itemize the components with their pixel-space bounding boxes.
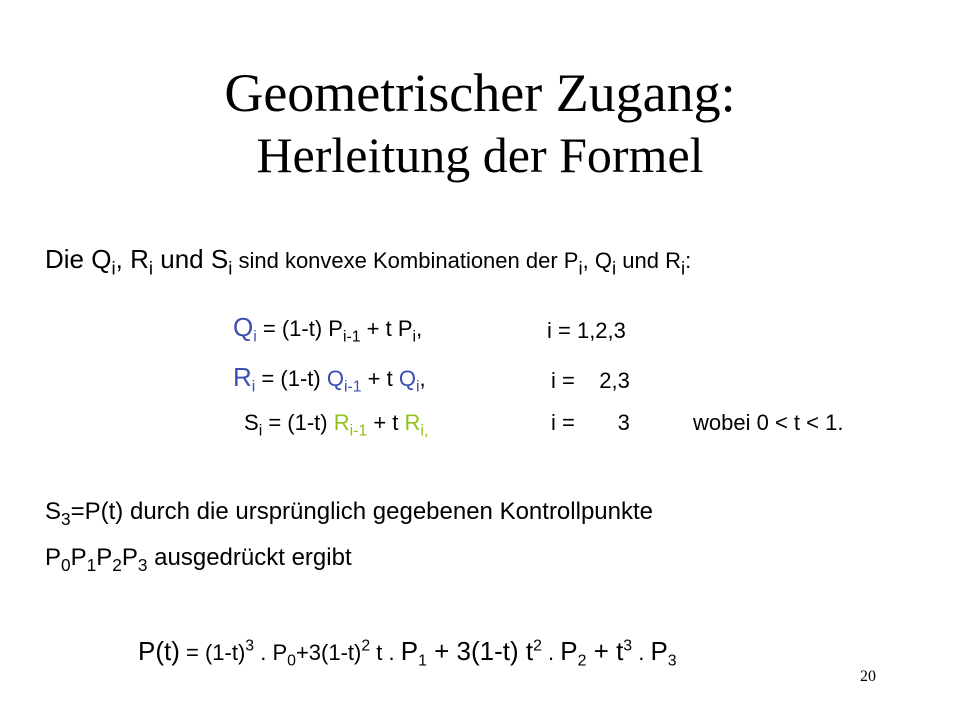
sub-i: i (415, 378, 420, 396)
exp-2: 2 (361, 637, 371, 655)
sep: , (115, 244, 131, 274)
sep: und (616, 248, 666, 273)
page-number: 20 (860, 668, 876, 685)
slide-title-line1: Geometrischer Zugang: (224, 63, 736, 123)
intro-line (45, 244, 692, 279)
var-r: R (665, 248, 681, 273)
sub-i-1: i-1 (343, 378, 362, 396)
equation-q (233, 312, 423, 346)
sub-i: i, (420, 422, 429, 440)
sub-3: 3 (137, 555, 148, 576)
sub-i: i (680, 257, 686, 279)
equation-s-range: i = 3 (551, 410, 630, 435)
sub-i: i (228, 257, 233, 279)
var-r: R (130, 244, 149, 274)
var-p: P (96, 544, 113, 571)
equation-q-range: i = 1,2,3 (547, 318, 626, 343)
var-p: P (650, 636, 668, 666)
paragraph-line2 (45, 544, 352, 576)
paragraph-text: ausgedrückt ergibt (147, 544, 352, 571)
var-r: R (333, 410, 350, 435)
formula-text: + 3(1-t) t (426, 636, 534, 666)
var-q: Q (594, 248, 612, 273)
dot: . (632, 640, 651, 665)
var-p: P (563, 248, 579, 273)
sub-i: i (148, 257, 154, 279)
sep: , (582, 248, 595, 273)
formula-text: + t (586, 636, 624, 666)
sub-3: 3 (61, 509, 71, 530)
equation-s (244, 410, 429, 440)
sub-i: i (258, 422, 263, 440)
intro-text: sind konvexe Kombinationen der (232, 248, 564, 273)
slide-title-line2: Herleitung der Formel (256, 127, 704, 183)
var-p: P (45, 544, 62, 571)
equation-r-range: i = 2,3 (551, 368, 630, 393)
formula-text: t (370, 640, 383, 665)
exp-2: 2 (533, 637, 542, 655)
var-s: S (210, 244, 229, 274)
var-p: P (272, 640, 288, 665)
exp-3: 3 (623, 637, 633, 655)
sub-i-1: i-1 (349, 422, 368, 440)
var-p: P (560, 636, 578, 666)
eq-text: = (1-t) (262, 410, 334, 435)
sub-i: i (412, 328, 417, 346)
var-s: S (45, 498, 62, 525)
dot: . (254, 640, 273, 665)
dot: . (382, 640, 401, 665)
var-r: R (404, 410, 421, 435)
eq-text: + t (361, 366, 399, 391)
sub-1: 1 (418, 652, 427, 670)
eq-text: + t (367, 410, 405, 435)
sub-0: 0 (61, 555, 71, 576)
sub-3: 3 (667, 652, 677, 670)
sub-0: 0 (287, 652, 296, 670)
sub-i: i (578, 257, 583, 279)
exp-3: 3 (245, 637, 255, 655)
var-q: Q (91, 244, 112, 274)
sub-i: i (251, 378, 256, 396)
sub-1: 1 (86, 555, 97, 576)
eq-text: + t (360, 316, 398, 341)
intro-text: Die (45, 244, 92, 274)
final-formula (138, 636, 677, 670)
var-p: P (400, 636, 419, 666)
formula-lhs: P(t) (138, 636, 180, 666)
formula-text: +3(1-t) (295, 640, 362, 665)
sep: und (153, 244, 211, 274)
sub-2: 2 (577, 652, 587, 670)
eq-s-lhs: S (244, 410, 259, 435)
var-q: Q (326, 366, 344, 391)
sub-i: i (253, 328, 257, 346)
var-p: P (121, 544, 138, 571)
sub-i: i (612, 257, 617, 279)
formula-text: = (1-t) (179, 640, 246, 665)
dot: . (541, 640, 561, 665)
paragraph-line1 (45, 498, 653, 530)
condition-text: wobei 0 < t < 1. (693, 410, 844, 435)
sub-2: 2 (112, 555, 122, 576)
eq-r-lhs: R (233, 362, 252, 392)
var-p: P (70, 544, 87, 571)
eq-text: = (1-t) (256, 316, 329, 341)
sub-i: i (111, 257, 116, 279)
sep: , (416, 316, 423, 341)
equation-r (233, 362, 426, 396)
sep: , (419, 366, 426, 391)
eq-text: = (1-t) (255, 366, 327, 391)
paragraph-text: =P(t) durch die ursprünglich gegebenen Kontrollpunkte (70, 498, 653, 525)
eq-q-lhs: Q (233, 312, 254, 342)
sep: : (685, 248, 692, 273)
var-p: P (397, 316, 413, 341)
var-p: P (328, 316, 343, 341)
sub-i-1: i-1 (342, 328, 361, 346)
var-q: Q (398, 366, 416, 391)
